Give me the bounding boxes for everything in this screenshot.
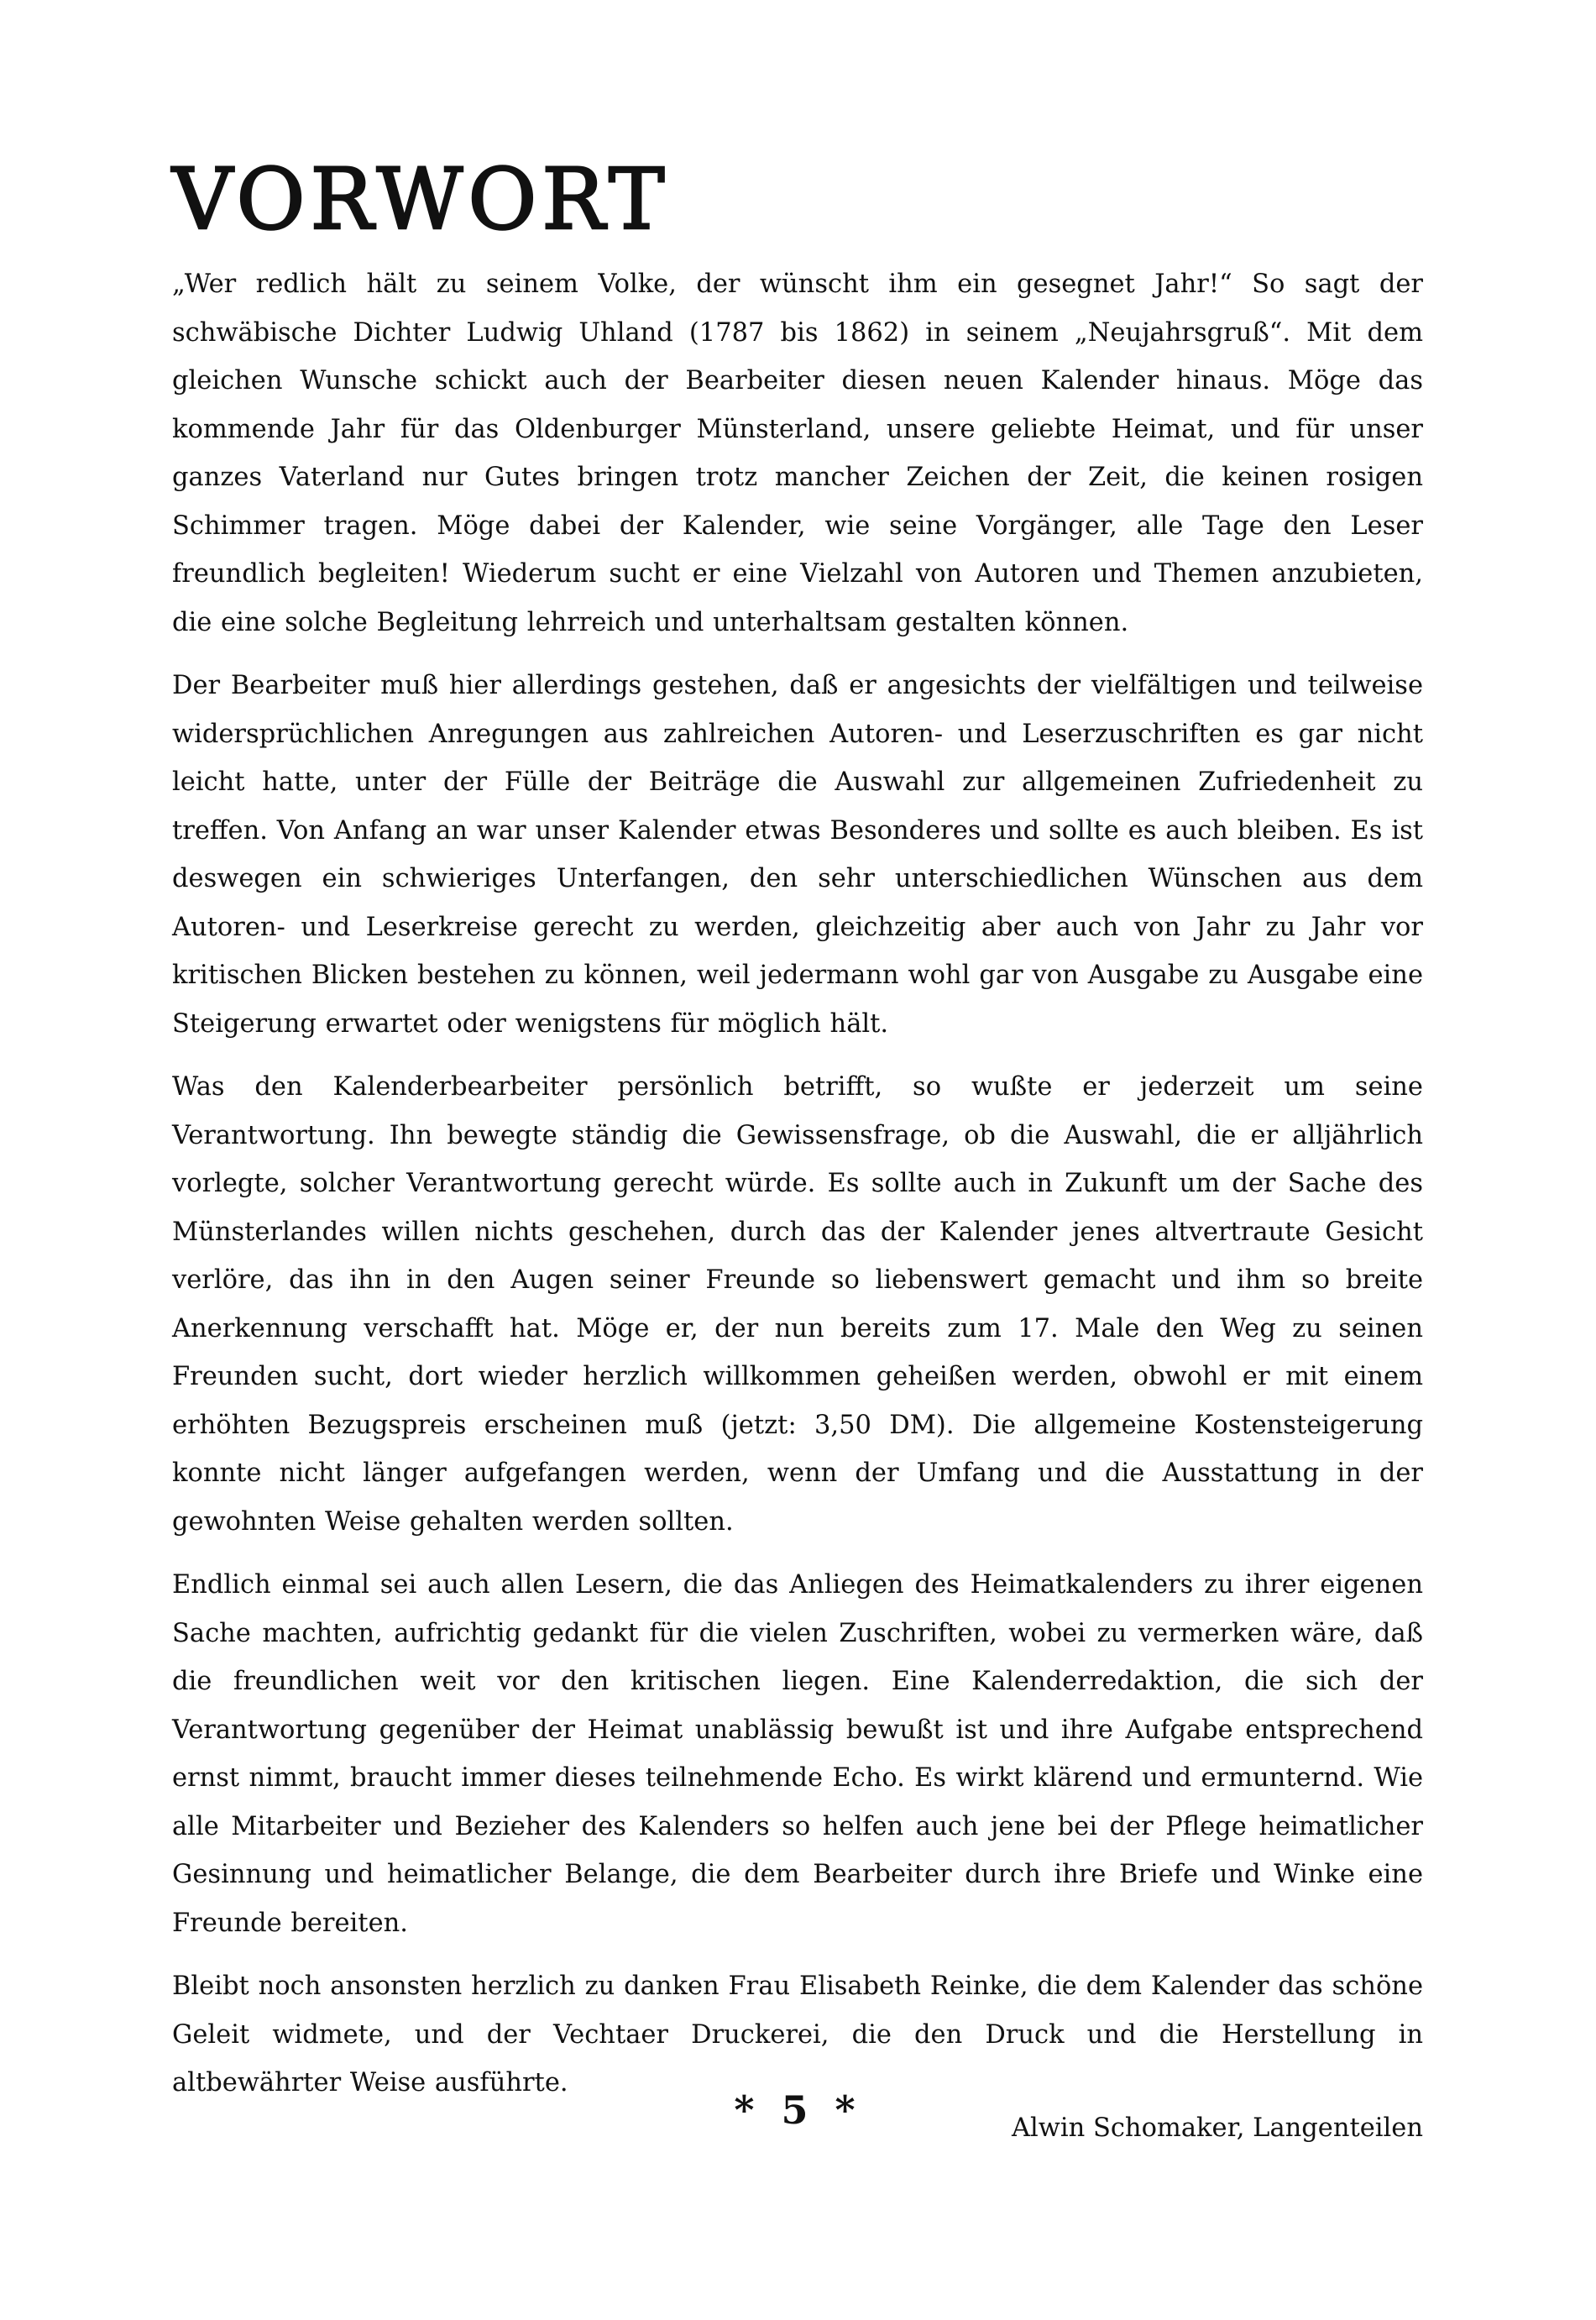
page-title: VORWORT (172, 150, 670, 249)
paragraph-1: „Wer redlich hält zu seinem Volke, der wünscht ihm ein gesegnet Jahr!“ So sagt der schwäbische Dichter Ludwig Uhland (1787 bis 1862) in seinem „Neujahrsgruß“. Mit dem gleichen Wunsche schickt auch der Bearbeiter diesen neuen Kalender hinaus. Möge das kommende Jahr für das Oldenburger Münsterland, unsere geliebte Heimat, und für unser ganzes Vaterland nur Gutes bringen trotz mancher Zeichen der Zeit, die keinen rosigen Schimmer tragen. Möge dabei der Kalender, wie seine Vorgänger, alle Tage den Leser freundlich begleiten! Wiederum sucht er eine Vielzahl von Autoren und Themen anzubieten, die eine solche Begleitung lehrreich und unterhaltsam gestalten können. (172, 270, 1423, 637)
author-signature: Alwin Schomaker, Langenteilen (1011, 2113, 1423, 2143)
document-page (172, 143, 1423, 2152)
paragraph-4: Endlich einmal sei auch allen Lesern, die das Anliegen des Heimatkalenders zu ihrer eigenen Sache machten, aufrichtig gedankt für die vielen Zuschriften, wobei zu vermerken wäre, daß die freundlichen weit vor den kritischen liegen. Eine Kalenderredaktion, die sich der Verantwortung gegenüber der Heimat unablässig bewußt ist und ihre Aufgabe entsprechend ernst nimmt, braucht immer dieses teilnehmende Echo. Es wirkt klärend und ermunternd. Wie alle Mitarbeiter und Bezieher des Kalenders so helfen auch jene bei der Pflege heimatlicher Gesinnung und heimatlicher Belange, die dem Bearbeiter durch ihre Briefe und Winke eine Freunde bereiten. (172, 1570, 1423, 1938)
paragraph-3: Was den Kalenderbearbeiter persönlich betrifft, so wußte er jederzeit um seine Verantwortung. Ihn bewegte ständig die Gewissensfrage, ob die Auswahl, die er alljährlich vorlegte, solcher Verantwortung gerecht würde. Es sollte auch in Zukunft um der Sache des Münsterlandes willen nichts geschehen, durch das der Kalender jenes altvertraute Gesicht verlöre, das ihn in den Augen seiner Freunde so liebenswert gemacht und ihm so breite Anerkennung verschafft hat. Möge er, der nun bereits zum 17. Male den Weg zu seinen Freunden sucht, dort wieder herzlich willkommen geheißen werden, obwohl er mit einem erhöhten Bezugspreis erscheinen muß (jetzt: 3,50 DM). Die allgemeine Kostensteigerung konnte nicht länger aufgefangen werden, wenn der Umfang und die Ausstattung in der gewohnten Weise gehalten werden sollten. (172, 1072, 1423, 1537)
paragraph-5: Bleibt noch ansonsten herzlich zu danken Frau Elisabeth Reinke, die dem Kalender das schöne Geleit widmete, und der Vechtaer Druckerei, die den Druck und die Herstellung in altbewährter Weise ausführte. (172, 1972, 1423, 2097)
paragraph-2: Der Bearbeiter muß hier allerdings gestehen, daß er angesichts der vielfältigen und teilweise widersprüchlichen Anregungen aus zahlreichen Autoren- und Leserzuschriften es gar nicht leicht hatte, unter der Fülle der Beiträge die Auswahl zur allgemeinen Zufriedenheit zu treffen. Von Anfang an war unser Kalender etwas Besonderes und sollte es auch bleiben. Es ist deswegen ein schwieriges Unterfangen, den sehr unterschiedlichen Wünschen aus dem Autoren- und Leserkreise gerecht zu werden, gleichzeitig aber auch von Jahr zu Jahr vor kritischen Blicken bestehen zu können, weil jedermann wohl gar von Ausgabe zu Ausgabe eine Steigerung erwartet oder wenigstens für möglich hält. (172, 671, 1423, 1039)
page-number: * 5 * (734, 2087, 862, 2133)
